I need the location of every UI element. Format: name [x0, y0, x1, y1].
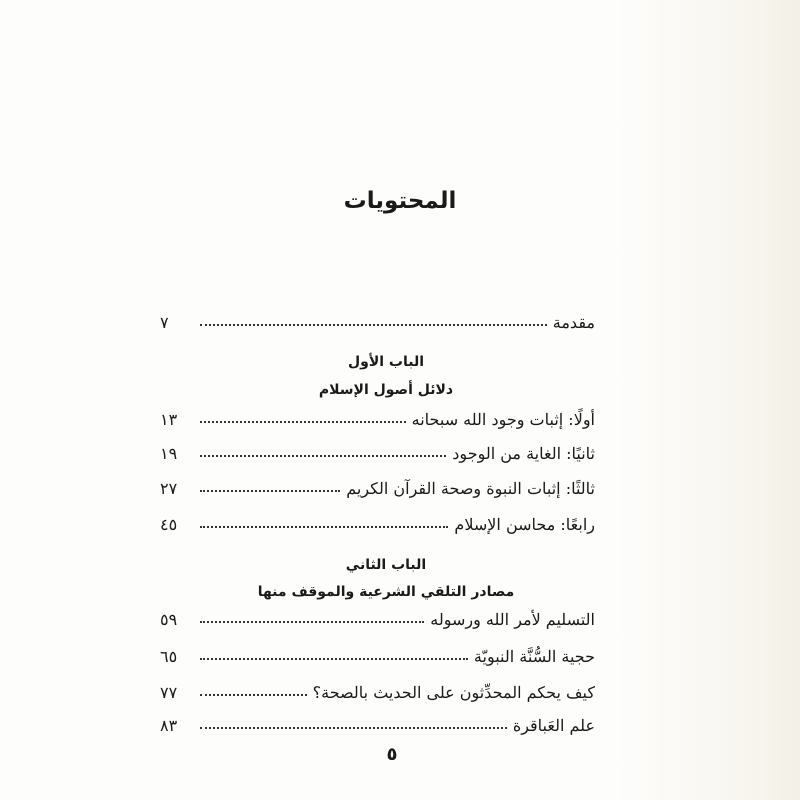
- dot-leader: [200, 621, 424, 623]
- toc-entry-page: ٨٣: [160, 716, 178, 735]
- dot-leader: [200, 526, 448, 528]
- dot-leader: [200, 455, 446, 457]
- toc-entry[interactable]: [160, 603, 595, 629]
- toc-entry-label: ثالثًا: إثبات النبوة وصحة القرآن الكريم: [346, 479, 595, 498]
- part1-heading: الباب الأول: [347, 354, 425, 370]
- toc-entry-page: ٤٥: [160, 515, 178, 534]
- toc-entry[interactable]: [160, 709, 595, 735]
- toc-entry-label: علم العَباقرة: [512, 716, 595, 735]
- dot-leader: [200, 421, 406, 423]
- toc-entry-page: ٥٩: [160, 610, 178, 629]
- dot-leader: [200, 658, 468, 660]
- toc-entry[interactable]: [160, 508, 595, 534]
- toc-entry-label: رابعًا: محاسن الإسلام: [454, 515, 595, 534]
- toc-entry-page: ١٣: [160, 410, 178, 429]
- toc-entry-page: ٧: [160, 313, 169, 332]
- toc-entry[interactable]: [160, 640, 595, 666]
- toc-entry-label: مقدمة: [552, 313, 595, 332]
- toc-entry[interactable]: [160, 403, 595, 429]
- dot-leader: [200, 694, 307, 696]
- toc-entry-page: ٧٧: [160, 683, 178, 702]
- contents-title: المحتويات: [343, 188, 457, 214]
- page-number: ٥: [386, 744, 398, 765]
- part2-heading: الباب الثاني: [345, 557, 427, 573]
- dot-leader: [200, 490, 340, 492]
- page-edge-shadow: [615, 0, 800, 800]
- toc-entry-page: ١٩: [160, 444, 178, 463]
- toc-entry[interactable]: [160, 437, 595, 463]
- toc-entry-label: ثانيًا: الغاية من الوجود: [452, 444, 595, 463]
- toc-entry-page: ٢٧: [160, 479, 178, 498]
- dot-leader: [200, 324, 547, 326]
- part2-subtitle: مصادر التلقي الشرعية والموقف منها: [257, 584, 515, 600]
- toc-entry-label: أولًا: إثبات وجود الله سبحانه: [411, 410, 595, 429]
- toc-entry[interactable]: [160, 472, 595, 498]
- toc-entry-page: ٦٥: [160, 647, 178, 666]
- toc-entry-label: حجية السُّنَّة النبويّة: [473, 647, 595, 666]
- toc-entry-label: كيف يحكم المحدِّثون على الحديث بالصحة؟: [312, 683, 595, 702]
- toc-entry-intro[interactable]: [160, 306, 595, 332]
- toc-entry[interactable]: [160, 676, 595, 702]
- toc-entry-label: التسليم لأمر الله ورسوله: [430, 610, 595, 629]
- part1-subtitle: دلائل أصول الإسلام: [318, 382, 454, 398]
- dot-leader: [200, 727, 507, 729]
